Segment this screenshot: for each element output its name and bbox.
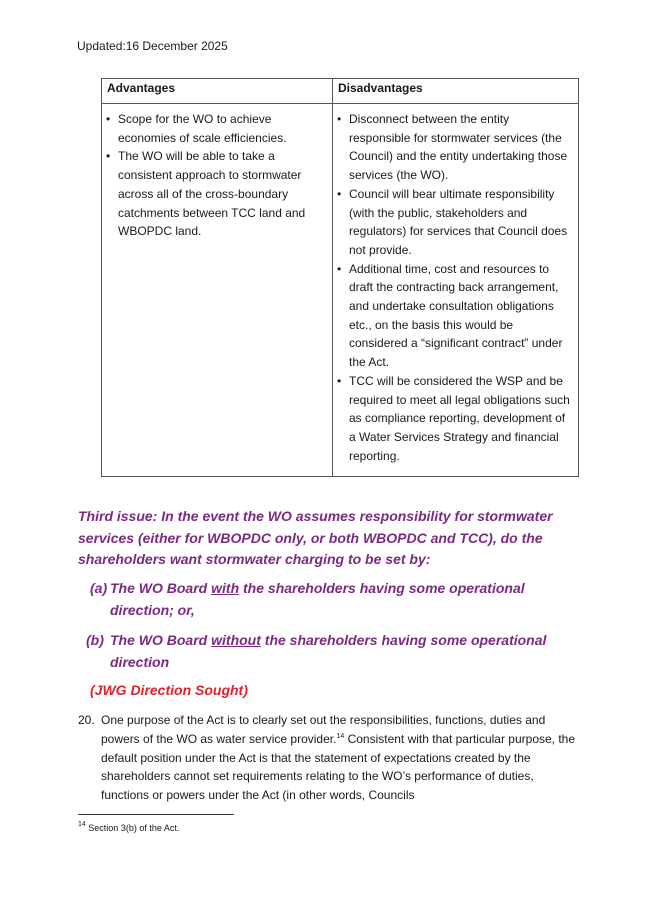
option-b-emphasis: without bbox=[211, 632, 261, 648]
bullet-icon: • bbox=[106, 112, 111, 126]
footnote-ref[interactable]: 14 bbox=[336, 732, 345, 740]
bullet-icon: • bbox=[337, 261, 342, 276]
comparison-table bbox=[101, 78, 579, 477]
advantages-list bbox=[106, 110, 327, 241]
option-a-label: (a) bbox=[90, 580, 108, 596]
footnote bbox=[78, 823, 179, 833]
updated-date: Updated:16 December 2025 bbox=[77, 39, 228, 53]
list-item: • Scope for the WO to achieve economies of scale efficiencies. bbox=[106, 112, 287, 145]
paragraph-20: 20. One purpose of the Act is to clearly set out the responsibilities, functions, duties and powers of the WO as water service provider.$^{14}$ Consistent with that particular purpose, the default position under the Act is that the statement of expectations created by the shareholders cannot set requirements relating to the WO’s performance of duties, functions or powers under the Act (in other words, Councils bbox=[78, 713, 576, 803]
issue-heading: Third issue: In the event the WO assumes responsibility for stormwater services (either for WBOPDC only, or both WBOPDC and TCC), do the shareholders want stormwater charging to be set by: bbox=[78, 508, 553, 567]
option-a-emphasis: with bbox=[211, 580, 240, 596]
list-item: • Additional time, cost and resources to draft the contracting back arrangement, and undertake consultation obligations etc., on the basis this would be considered a “significant contract” under the Act. bbox=[337, 261, 563, 370]
list-item: • Disconnect between the entity responsible for stormwater services (the Council) and the entity undertaking those services (the WO). bbox=[337, 112, 568, 183]
list-item: • Council will bear ultimate responsibility (with the public, stakeholders and regulators) for services that Council does not provide. bbox=[337, 186, 568, 257]
bullet-icon: • bbox=[337, 373, 342, 388]
footnote-divider bbox=[78, 814, 234, 815]
list-item: • TCC will be considered the WSP and be required to meet all legal obligations such as compliance reporting, development of a Water Services Strategy and financial reporting. bbox=[337, 373, 570, 463]
disadvantages-header: Disadvantages bbox=[333, 79, 579, 104]
advantages-header: Advantages bbox=[102, 79, 333, 104]
option-a: (a) The WO Board with the shareholders having some operational direction; or, bbox=[90, 580, 525, 618]
footnote-text: Section 3(b) of the Act. bbox=[85, 823, 180, 833]
disadvantages-cell bbox=[333, 104, 579, 477]
list-item: • The WO will be able to take a consistent approach to stormwater across all of the cross-boundary catchments between TCC land and WBOPDC land. bbox=[106, 149, 306, 239]
option-b: (b) The WO Board without the shareholders having some operational direction bbox=[86, 632, 547, 670]
advantages-cell bbox=[102, 104, 333, 477]
bullet-icon: • bbox=[337, 186, 342, 201]
disadvantages-list bbox=[337, 110, 573, 465]
paragraph-number: 20. bbox=[78, 713, 95, 727]
option-b-label: (b) bbox=[86, 632, 104, 648]
bullet-icon: • bbox=[337, 112, 342, 126]
bullet-icon: • bbox=[106, 149, 111, 164]
footnote-number: 14 bbox=[78, 821, 86, 828]
jwg-direction-label: (JWG Direction Sought) bbox=[90, 682, 248, 698]
